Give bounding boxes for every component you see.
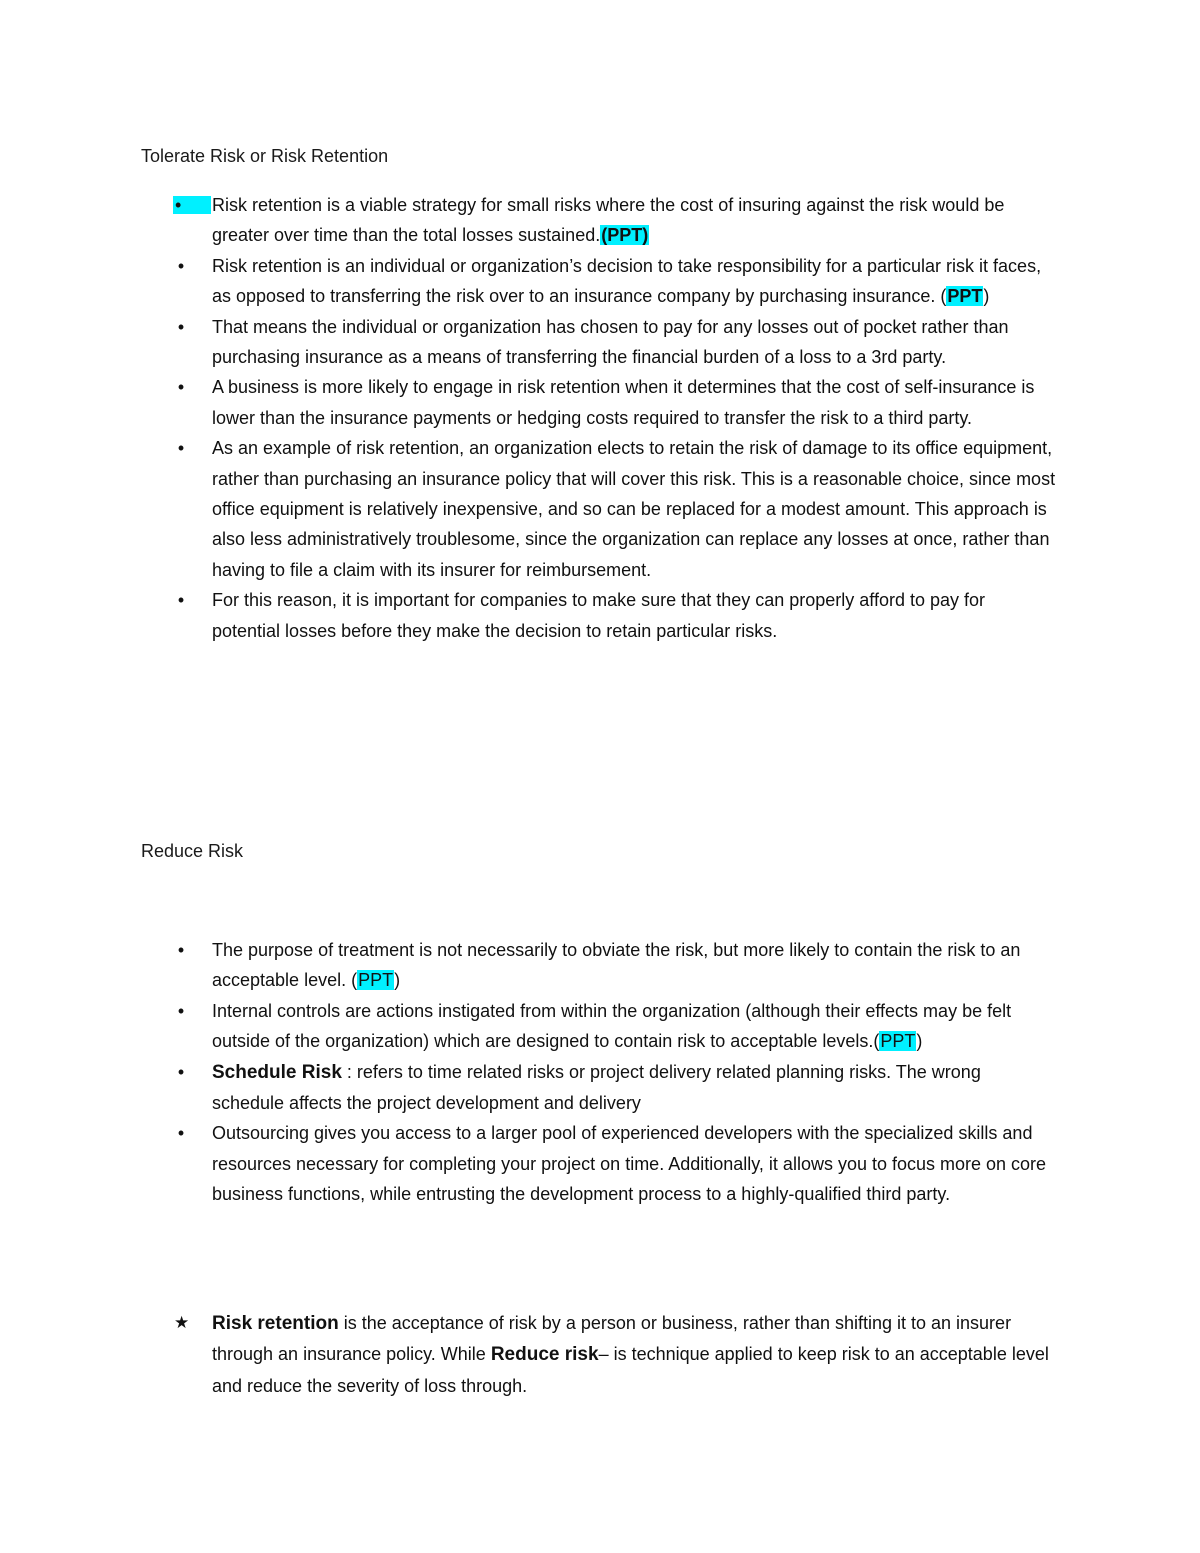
item-tail: ): [916, 1031, 923, 1052]
item-text: : refers to time related risks or project delivery related planning risks. The wrong schedule affects the project development and delivery: [212, 1061, 981, 1114]
list-item: [0, 433, 1057, 585]
ppt-tag: PPT: [947, 286, 983, 307]
item-text: Outsourcing gives you access to a larger pool of experienced developers with the specialized skills and resources necessary for completing your project on time. Additionally, it allows you to focus more on core business functions, while entrusting the development process to a highly-qualified third party.: [212, 1123, 1047, 1205]
star-icon: ★: [174, 1313, 190, 1332]
bullet-icon: •: [177, 438, 185, 459]
bullet-icon: •: [177, 316, 185, 337]
item-tail: ): [394, 970, 401, 991]
list-item: [0, 585, 1057, 646]
item-text: Risk retention is a viable strategy for small risks where the cost of insuring against the risk would be greater over time than the total losses sustained.: [212, 195, 1005, 246]
list-item: [0, 996, 1057, 1057]
summary-item: [0, 1308, 1057, 1401]
bullet-icon: •: [177, 1061, 185, 1082]
summary-text-1: is the acceptance of risk by a person or business, rather than shifting it to an insurer through an insurance policy. While: [212, 1313, 1012, 1365]
summary-list: [0, 1308, 1200, 1401]
list-item: [0, 312, 1057, 373]
bullet-icon: •: [177, 255, 185, 276]
bullet-icon: •: [177, 1123, 185, 1144]
reduce-risk-term: Reduce risk: [490, 1344, 599, 1366]
section-heading-reduce: Reduce Risk: [141, 841, 244, 861]
list-item: [0, 190, 1057, 251]
reduce-bullet-list: [0, 935, 1200, 1210]
item-tail: ): [983, 286, 990, 307]
risk-retention-term: Risk retention: [212, 1313, 339, 1334]
list-item: [0, 935, 1057, 996]
ppt-tag: (PPT): [601, 225, 649, 246]
item-text: A business is more likely to engage in risk retention when it determines that the cost of self-insurance is lower than the insurance payments or hedging costs required to transfer the risk to a third party.: [212, 377, 1035, 428]
list-item: [0, 1057, 1057, 1119]
ppt-tag: PPT: [358, 970, 394, 991]
bullet-icon: •: [177, 590, 185, 611]
list-item: [0, 1118, 1057, 1209]
list-item: [0, 251, 1057, 312]
item-text: For this reason, it is important for companies to make sure that they can properly afford to pay for potential losses before they make the decision to retain particular risks.: [212, 590, 986, 641]
ppt-tag: PPT: [880, 1031, 916, 1052]
item-text: Risk retention is an individual or organization’s decision to take responsibility for a particular risk it faces, as opposed to transferring the risk over to an insurance company by purchasing insurance. (: [212, 255, 1042, 307]
item-text: As an example of risk retention, an organization elects to retain the risk of damage to its office equipment, rather than purchasing an insurance policy that will cover this risk. This is a reasonable choice, since most office equipment is relatively inexpensive, and so can be replaced for a modest amount. This approach is also less administratively troublesome, since the organization can replace any losses at once, rather than having to file a claim with its insurer for reimbursement.: [212, 438, 1056, 580]
schedule-risk-term: Schedule Risk: [212, 1061, 342, 1083]
bullet-icon: •: [177, 377, 185, 398]
list-item: [0, 372, 1057, 433]
tolerate-bullet-list: [0, 190, 1200, 646]
item-text: The purpose of treatment is not necessarily to obviate the risk, but more likely to contain the risk to an acceptable level. (: [212, 940, 1021, 991]
bullet-icon: •: [173, 196, 211, 214]
item-text: That means the individual or organization has chosen to pay for any losses out of pocket rather than purchasing insurance as a means of transferring the financial burden of a loss to a 3rd party.: [212, 316, 1009, 368]
section-heading-tolerate: Tolerate Risk or Risk Retention: [141, 146, 389, 166]
item-text: Internal controls are actions instigated from within the organization (although their effects may be felt outside of the organization) which are designed to contain risk to acceptable levels.(: [212, 1000, 1012, 1052]
summary-text-2: – is technique applied to keep risk to an acceptable level and reduce the severity of loss through.: [212, 1344, 1049, 1396]
bullet-icon: •: [177, 940, 185, 960]
bullet-icon: •: [177, 1000, 185, 1021]
